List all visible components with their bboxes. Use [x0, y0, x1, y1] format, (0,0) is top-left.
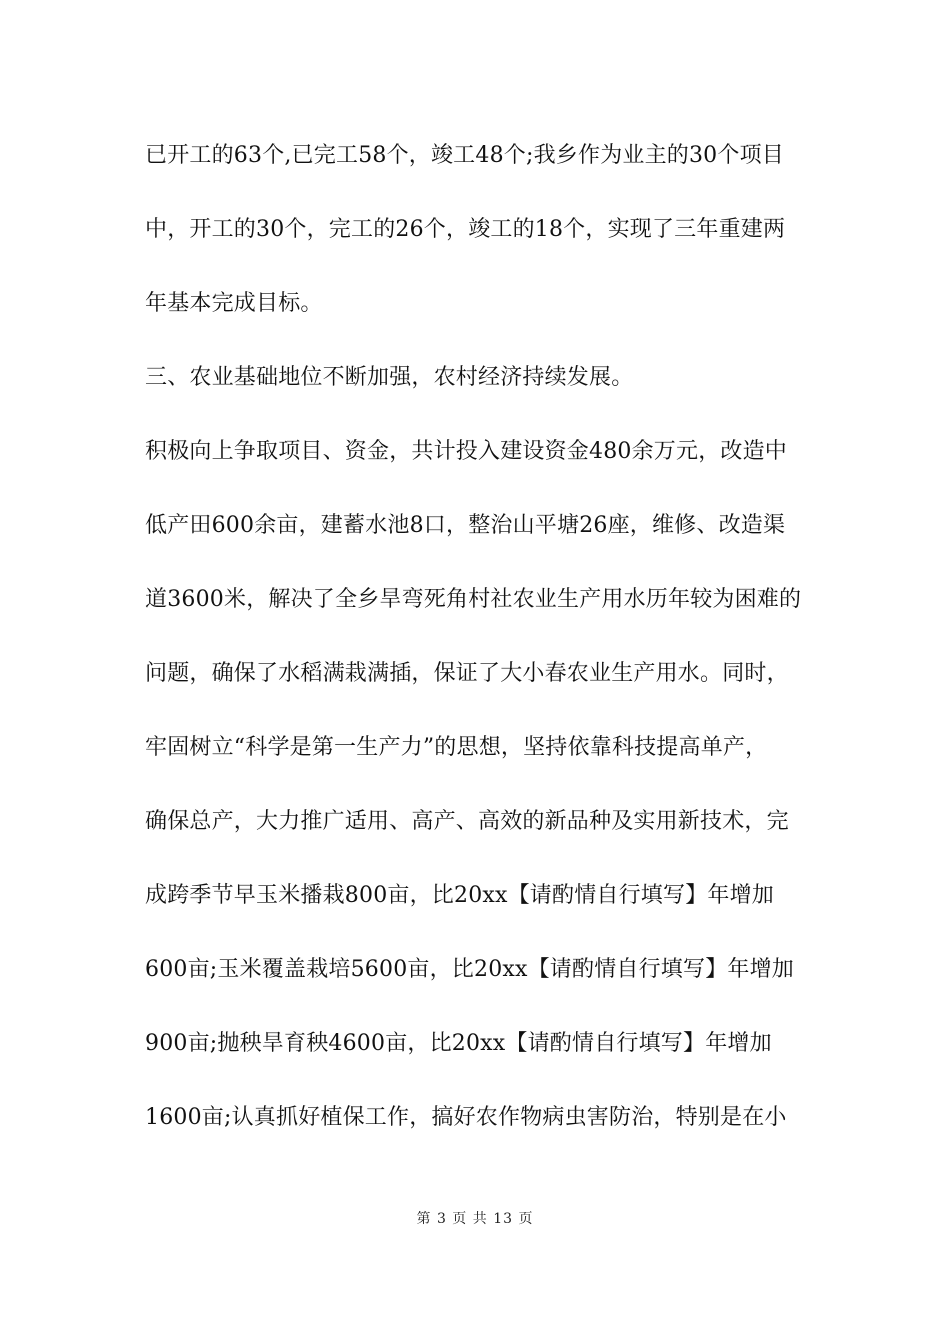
text-line-11: 成跨季节早玉米播栽800亩，比20xx【请酌情自行填写】年增加 — [145, 883, 775, 908]
text-line-13: 900亩;抛秧旱育秧4600亩，比20xx【请酌情自行填写】年增加 — [145, 1031, 772, 1056]
page-number-footer: 第 3 页 共 13 页 — [416, 1211, 534, 1227]
text-line-2: 中，开工的30个，完工的26个，竣工的18个，实现了三年重建两 — [145, 217, 786, 242]
body-text — [145, 132, 810, 1168]
text-line-12: 600亩;玉米覆盖栽培5600亩，比20xx【请酌情自行填写】年增加 — [145, 957, 795, 982]
text-line-3: 年基本完成目标。 — [145, 291, 323, 316]
text-line-9: 牢固树立“科学是第一生产力”的思想，坚持依靠科技提高单产， — [145, 735, 768, 760]
text-line-5: 积极向上争取项目、资金，共计投入建设资金480余万元，改造中 — [145, 439, 787, 464]
text-line-10: 确保总产，大力推广适用、高产、高效的新品种及实用新技术，完 — [145, 809, 789, 834]
text-line-14: 1600亩;认真抓好植保工作，搞好农作物病虫害防治，特别是在小 — [145, 1105, 787, 1130]
text-line-6: 低产田600余亩，建蓄水池8口，整治山平塘26座，维修、改造渠 — [145, 513, 786, 538]
text-line-7: 道3600米，解决了全乡旱弯死角村社农业生产用水历年较为困难的 — [145, 587, 802, 612]
section-heading: 三、农业基础地位不断加强，农村经济持续发展。 — [145, 365, 634, 390]
text-line-8: 问题，确保了水稻满栽满插，保证了大小春农业生产用水。同时， — [145, 661, 789, 686]
text-line-1: 已开工的63个,已完工58个，竣工48个;我乡作为业主的30个项目 — [145, 143, 784, 168]
